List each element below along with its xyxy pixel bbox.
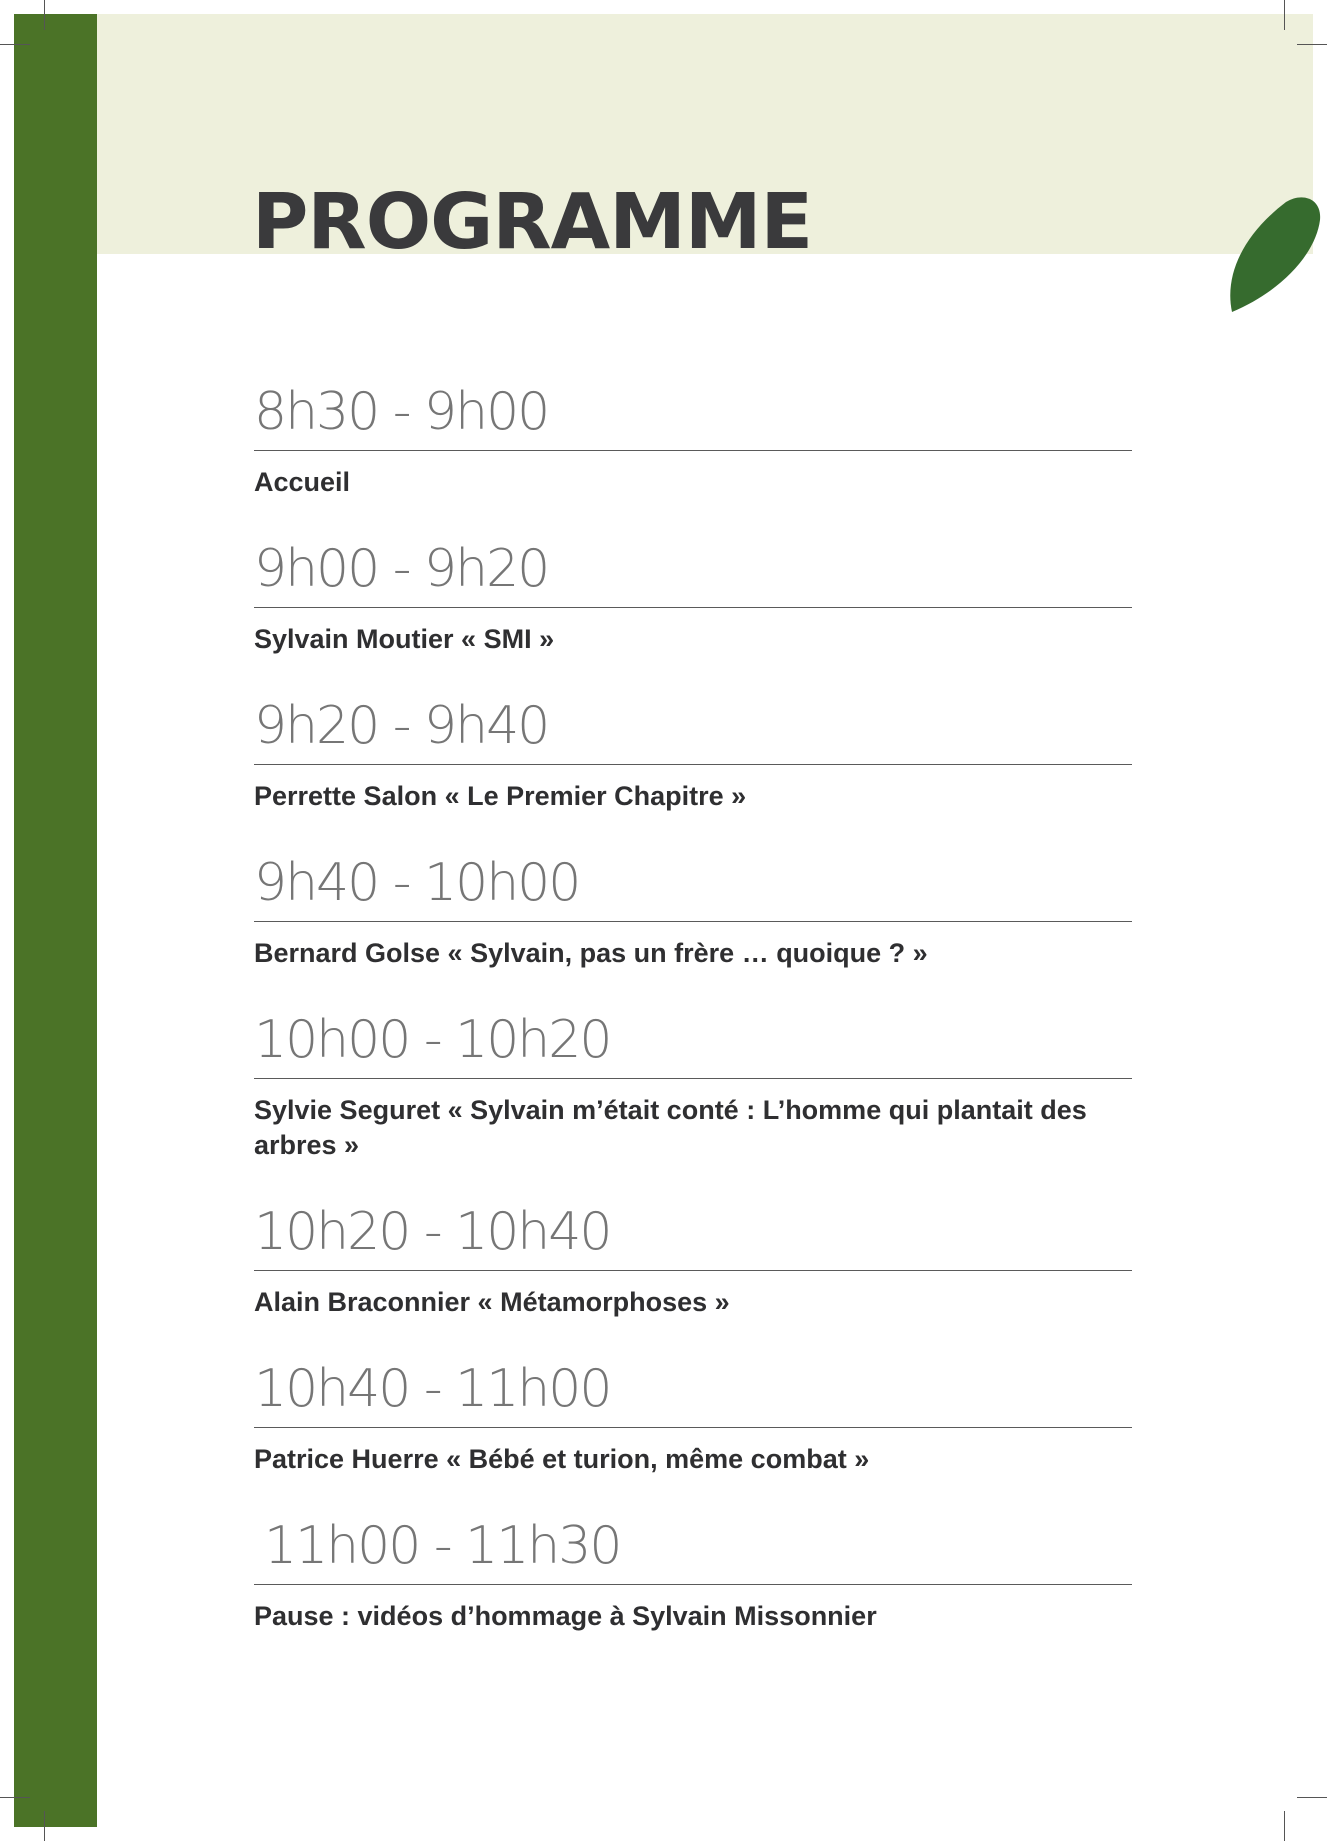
divider (254, 921, 1132, 922)
schedule-item (254, 1008, 1132, 1200)
slot-time: 9h40 - 10h00 (254, 853, 580, 913)
slot-title: Patrice Huerre « Bébé et turion, même combat » (254, 1444, 870, 1474)
crop-mark-top-right-h (1297, 44, 1327, 45)
crop-mark-bottom-left-v (44, 1811, 45, 1841)
slot-time: 9h20 - 9h40 (254, 696, 549, 756)
slot-time: 9h00 - 9h20 (254, 539, 549, 599)
schedule-item (254, 1514, 1132, 1671)
schedule-item (254, 1200, 1132, 1357)
schedule-item (254, 694, 1132, 851)
slot-title: Alain Braconnier « Métamorphoses » (254, 1287, 730, 1317)
crop-mark-bottom-left-h (0, 1797, 30, 1798)
slot-title: Sylvain Moutier « SMI » (254, 624, 555, 654)
slot-time: 10h20 - 10h40 (254, 1202, 611, 1262)
slot-title: Pause : vidéos d’hommage à Sylvain Missonnier (254, 1601, 877, 1631)
divider (254, 607, 1132, 608)
slot-time: 10h40 - 11h00 (254, 1359, 611, 1419)
crop-mark-bottom-right-v (1284, 1811, 1285, 1841)
leaf-icon (1224, 194, 1327, 316)
crop-mark-bottom-right-h (1297, 1797, 1327, 1798)
crop-mark-top-left-v (44, 0, 45, 30)
slot-title: Bernard Golse « Sylvain, pas un frère … quoique ? » (254, 938, 928, 968)
slot-time: 10h00 - 10h20 (254, 1010, 611, 1070)
divider (254, 1584, 1132, 1585)
divider (254, 1270, 1132, 1271)
crop-mark-top-left-h (0, 44, 30, 45)
slot-time: 8h30 - 9h00 (254, 382, 549, 442)
schedule-item (254, 1357, 1132, 1514)
divider (254, 450, 1132, 451)
crop-mark-top-right-v (1284, 0, 1285, 30)
divider (254, 1078, 1132, 1079)
slot-time: 11h00 - 11h30 (264, 1516, 621, 1576)
schedule-item (254, 537, 1132, 694)
divider (254, 1427, 1132, 1428)
schedule-list (254, 380, 1132, 1671)
left-green-bar (14, 14, 97, 1827)
slot-title: Perrette Salon « Le Premier Chapitre » (254, 781, 747, 811)
page-title: PROGRAMME (252, 178, 813, 267)
slot-title: Accueil (254, 467, 351, 497)
schedule-item (254, 851, 1132, 1008)
divider (254, 764, 1132, 765)
slot-title: Sylvie Seguret « Sylvain m’était conté : L’homme qui plantait des arbres » (254, 1095, 1087, 1160)
schedule-item (254, 380, 1132, 537)
